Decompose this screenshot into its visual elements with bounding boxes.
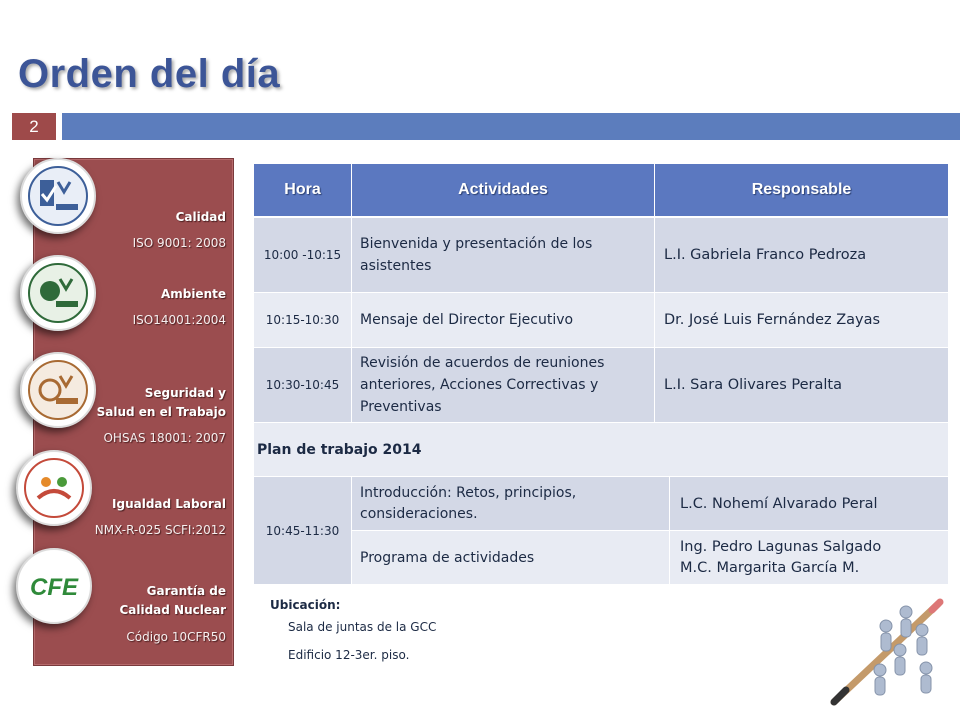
sidebar-item-ambiente-label: Ambiente [160,287,226,301]
table-section-row [254,423,948,476]
table-row [254,348,948,422]
sidebar-item-calidad-standard: ISO 9001: 2008 [132,236,226,250]
row-actividad: Bienvenida y presentación de los asistentes [352,218,655,292]
imnc-safety-logo-icon [20,352,96,428]
sidebar-item-seguridad-label-line1: Seguridad y [144,386,226,400]
location-room: Sala de juntas de la GCC [288,620,437,634]
igualdad-laboral-logo-icon [16,450,92,526]
row-responsable: Dr. José Luis Fernández Zayas [655,293,948,347]
slide-number: 2 [12,113,56,140]
row-actividad: Mensaje del Director Ejecutivo [352,293,655,347]
row-hora: 10:00 -10:15 [254,218,352,292]
table-row [254,293,948,347]
slide-title: Orden del día [18,52,281,96]
plan-hora: 10:45-11:30 [254,477,352,584]
sidebar-item-nuclear-label-line2: Calidad Nuclear [119,603,226,617]
plan-responsable-line1: Ing. Pedro Lagunas Salgado [680,538,882,555]
header-actividades: Actividades [352,164,655,216]
row-responsable: L.I. Sara Olivares Peralta [655,348,948,422]
location-label: Ubicación: [270,598,341,612]
imnc-check-logo-icon [20,158,96,234]
header-accent-bar [62,113,960,140]
table-plan-block [254,477,948,584]
sidebar-item-igualdad-label: Igualdad Laboral [112,497,226,511]
svg-text:CFE: CFE [30,574,78,601]
plan-actividad: Programa de actividades [352,531,670,584]
row-actividad: Revisión de acuerdos de reuniones anteriores, Acciones Correctivas y Preventivas [352,348,655,422]
location-building: Edificio 12-3er. piso. [288,648,410,662]
sidebar-item-ambiente-standard: ISO14001:2004 [132,313,226,327]
sidebar-item-seguridad-standard: OHSAS 18001: 2007 [103,431,226,445]
plan-responsable-line2: M.C. Margarita García M. [680,559,860,576]
sidebar-item-igualdad-standard: NMX-R-025 SCFI:2012 [94,523,226,537]
cfe-logo-icon [16,548,92,624]
table-row [254,218,948,292]
table-header-row [254,164,948,216]
table-row [352,531,948,584]
plan-responsable [670,531,948,584]
people-pencil-figures-icon [826,590,950,710]
header-responsable: Responsable [655,164,948,216]
header-hora: Hora [254,164,352,216]
plan-actividad: Introducción: Retos, principios, consideraciones. [352,477,670,530]
row-hora: 10:15-10:30 [254,293,352,347]
sidebar-item-nuclear-standard: Código 10CFR50 [126,630,226,644]
sidebar-item-calidad-label: Calidad [175,210,226,224]
row-hora: 10:30-10:45 [254,348,352,422]
imnc-environment-logo-icon [20,255,96,331]
table-row [352,477,948,530]
sidebar-item-nuclear-label-line1: Garantía de [146,584,226,598]
plan-responsable: L.C. Nohemí Alvarado Peral [680,495,878,512]
row-responsable: L.I. Gabriela Franco Pedroza [655,218,948,292]
section-plan-title: Plan de trabajo 2014 [254,423,948,476]
sidebar-item-seguridad-label-line2: Salud en el Trabajo [96,405,226,419]
